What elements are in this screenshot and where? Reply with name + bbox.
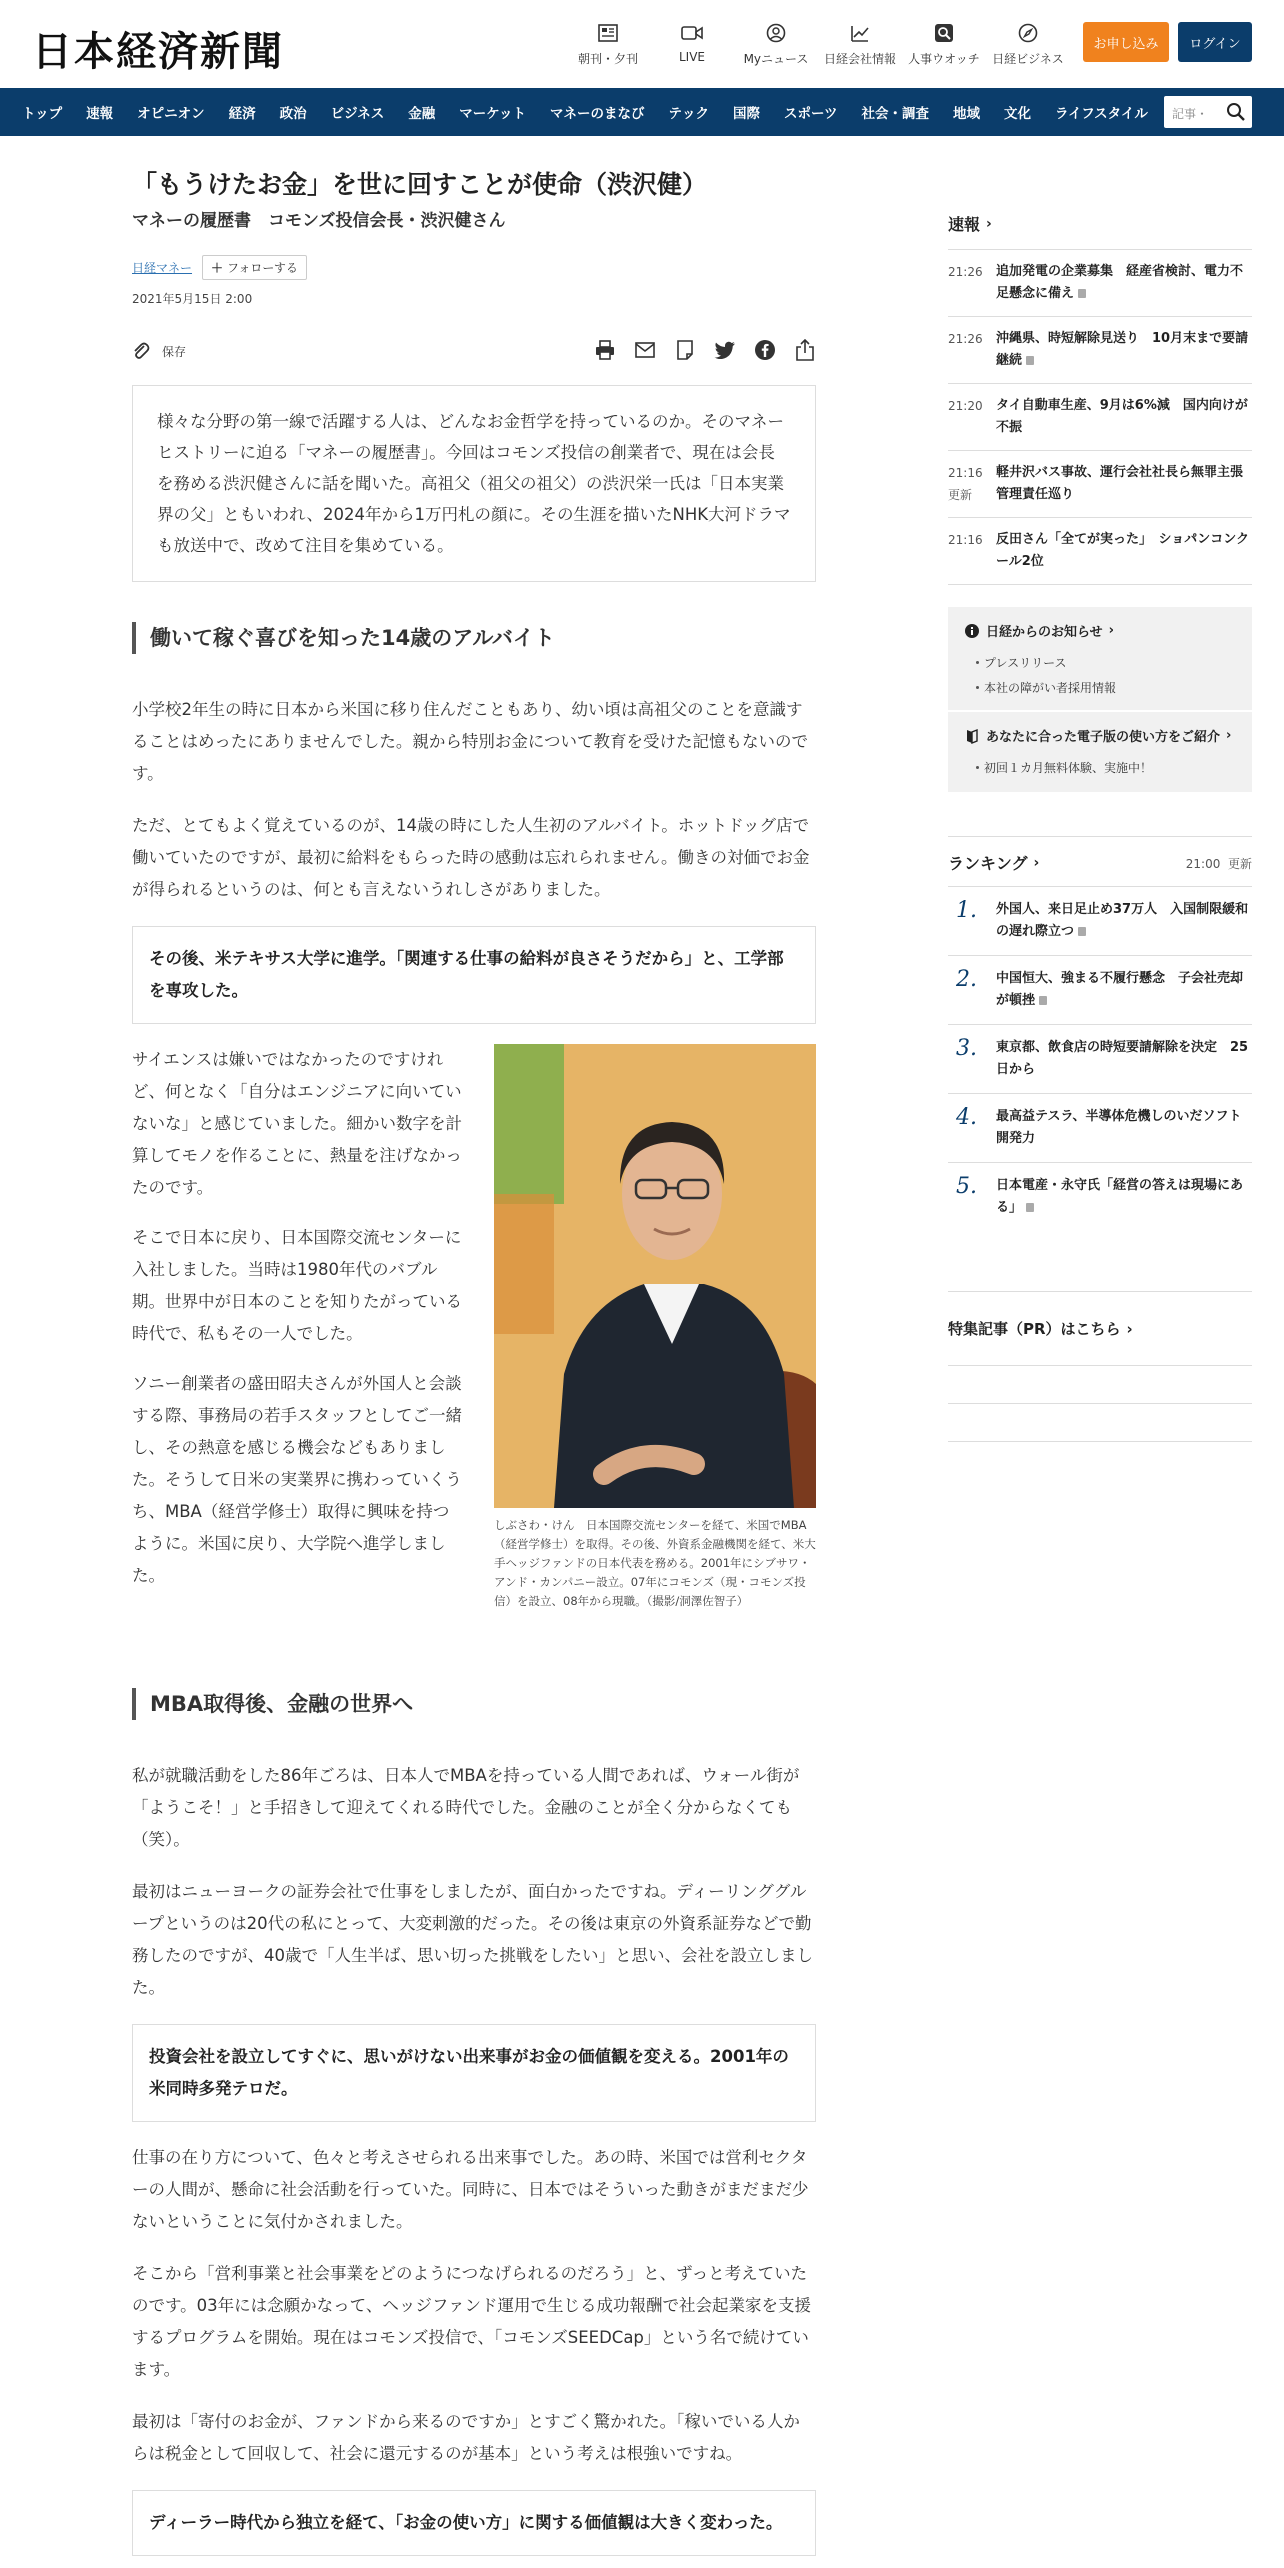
lock-icon xyxy=(1026,356,1034,365)
notice-header[interactable] xyxy=(948,607,1252,650)
util-my-news[interactable] xyxy=(731,22,821,67)
paragraph: サイエンスは嫌いではなかったのですけれど、何となく「自分はエンジニアに向いていないな」と感じていました。細かい数字を計算してモノを作ることに、熱量を注げなかったのです。 xyxy=(132,1050,462,1197)
list-item[interactable] xyxy=(948,451,1257,518)
nav-item-market[interactable]: マーケット xyxy=(459,106,527,122)
news-title: 反田さん「全てが実った」 ショパンコンクール2位 xyxy=(996,532,1249,569)
compass-icon xyxy=(1017,22,1039,44)
user-icon xyxy=(765,22,787,44)
facebook-icon[interactable] xyxy=(754,339,776,361)
rank-title: 中国恒大、強まる不履行懸念 子会社売却が頓挫 xyxy=(996,971,1244,1008)
portrait-photo[interactable] xyxy=(494,1044,816,1508)
series-link[interactable]: 日経マネー xyxy=(132,261,193,275)
chevron-right-icon: › xyxy=(1033,854,1040,871)
twitter-icon[interactable] xyxy=(714,339,736,361)
news-title: 追加発電の企業募集 経産省検討、電力不足懸念に備え xyxy=(996,264,1244,301)
paragraph: 私が就職活動をした86年ごろは、日本人でMBAを持っている人間であれば、ウォール街が「ようこそ！」と手招きして迎えてくれる時代でした。金融のことが全く分からなくても（笑）。 xyxy=(132,1766,800,1849)
util-label: 朝刊・夕刊 xyxy=(577,52,638,66)
nav-item-opinion[interactable]: オピニオン xyxy=(137,106,205,122)
paragraph: そこから「営利事業と社会事業をどのようにつなげられるのだろう」と、ずっと考えていたのです。03年には念願かなって、ヘッジファンド運用で生じる成功報酬で社会起業家を支援するプログラムを開始。現在はコモンズ投信で、「コモンズSEEDCap」という名で続けています。 xyxy=(132,2264,812,2379)
util-nikkei-business[interactable] xyxy=(983,22,1073,67)
ebook-link[interactable]: 初回１カ月無料体験、実施中！ xyxy=(948,755,1252,780)
note-icon[interactable] xyxy=(674,339,696,361)
rank-title: 外国人、来日足止め37万人 入国制限緩和の遅れ際立つ xyxy=(996,902,1249,939)
pr-title: 特集記事（PR）はこちら xyxy=(948,1320,1121,1338)
rank-number: 1. xyxy=(956,898,977,923)
section-heading: MBA取得後、金融の世界へ xyxy=(132,1688,816,1720)
list-item[interactable] xyxy=(948,956,1252,1025)
search-placeholder: 記事・ xyxy=(1172,107,1209,121)
chevron-right-icon: › xyxy=(986,215,992,232)
news-title: 沖縄県、時短解除見送り 10月末まで要請継続 xyxy=(996,331,1249,368)
nav-item-economy[interactable]: 経済 xyxy=(228,106,256,122)
search-input[interactable] xyxy=(1164,96,1252,128)
breaking-list xyxy=(948,249,1257,585)
list-item[interactable] xyxy=(948,1094,1252,1163)
lock-icon xyxy=(1026,1203,1034,1212)
notice-title: 日経からのお知らせ xyxy=(986,625,1103,640)
figure-block xyxy=(132,1044,816,1644)
list-item[interactable] xyxy=(948,384,1252,451)
pull-quote: 投資会社を設立してすぐに、思いがけない出来事がお金の価値観を変える。2001年の米同時多発テロだ。 xyxy=(132,2024,816,2122)
list-item[interactable] xyxy=(948,887,1252,956)
list-item[interactable] xyxy=(948,518,1252,585)
ranking-section xyxy=(948,836,1252,1231)
article-title: 「もうけたお金」を世に回すことが使命（渋沢健） xyxy=(132,170,708,199)
article-meta xyxy=(132,255,816,280)
ranking-list xyxy=(948,886,1252,1231)
chart-icon xyxy=(849,22,871,44)
nav-item-finance[interactable]: 金融 xyxy=(408,106,436,122)
nav-item-business[interactable]: ビジネス xyxy=(330,106,385,122)
chevron-right-icon: › xyxy=(1126,1319,1133,1338)
rank-number: 2. xyxy=(956,967,977,992)
paragraph: 小学校2年生の時に日本から米国に移り住んだこともあり、幼い頃は高祖父のことを意識することはめったにありませんでした。親から特別お金について教育を受けた記憶もないのです。 xyxy=(132,700,809,783)
lock-icon xyxy=(1078,289,1086,298)
ranking-title: ランキング xyxy=(948,854,1028,873)
figure-text xyxy=(132,1044,462,1610)
notice-link[interactable]: 本社の障がい者採用情報 xyxy=(948,675,1252,700)
list-item[interactable] xyxy=(948,250,1252,317)
util-label: 日経ビジネス xyxy=(992,52,1064,66)
publish-date: 2021年5月15日 2:00 xyxy=(132,292,253,306)
news-time: 21:16 更新 xyxy=(948,466,983,502)
nav-item-society[interactable]: 社会・調査 xyxy=(861,106,930,122)
lead-box: 様々な分野の第一線で活躍する人は、どんなお金哲学を持っているのか。そのマネーヒストリーに迫る「マネーの履歴書」。今回はコモンズ投信の創業者で、現在は会長を務める渋沢健さんに話を聞いた。高祖父（祖父の祖父）の渋沢栄一氏は「日本実業界の父」ともいわれ、2024年から1万円札の顔に。その生涯を描いたNHK大河ドラマも放送中で、改めて注目を集めている。 xyxy=(132,385,816,582)
news-title: 軽井沢バス事故、運行会社社長ら無罪主張 管理責任巡り xyxy=(996,465,1257,502)
paragraph: ただ、とてもよく覚えているのが、14歳の時にした人生初のアルバイト。ホットドッグ店で働いていたのですが、最初に給料をもらった時の感動は忘れられません。働きの対価でお金が得られるというのは、何とも言えないうれしさがありました。 xyxy=(132,816,810,899)
info-icon xyxy=(964,623,980,639)
ranking-timestamp: 21:00 更新 xyxy=(1185,857,1252,871)
pull-quote: その後、米テキサス大学に進学。「関連する仕事の給料が良さそうだから」と、工学部を専攻した。 xyxy=(132,926,816,1024)
ebook-title: あなたに合った電子版の使い方をご紹介 xyxy=(986,730,1221,745)
rank-number: 5. xyxy=(956,1174,977,1199)
breaking-header[interactable] xyxy=(948,212,1252,235)
video-icon xyxy=(681,22,703,44)
notice-box xyxy=(948,607,1252,792)
nav-item-top[interactable]: トップ xyxy=(22,106,63,122)
news-time: 21:16 xyxy=(948,533,983,547)
util-morning-evening[interactable] xyxy=(563,22,653,67)
lock-icon xyxy=(1078,927,1086,936)
save-button[interactable] xyxy=(132,341,186,361)
paragraph: 最初は「寄付のお金が、ファンドから来るのですか」とすごく驚かれた。「稼いでいる人からは税金として回収して、社会に還元するのが基本」という考えは根強いですね。 xyxy=(132,2412,800,2463)
newspaper-icon xyxy=(597,22,619,44)
rank-title: 最高益テスラ、半導体危機しのいだソフト開発力 xyxy=(996,1109,1242,1146)
paragraph: そこで日本に戻り、日本国際交流センターに入社しました。当時は1980年代のバブル期。世界中が日本のことを知りたがっている時代で、私もその一人でした。 xyxy=(132,1228,462,1343)
nav-item-money-learning[interactable]: マネーのまなび xyxy=(550,106,645,122)
util-personnel-watch[interactable] xyxy=(899,22,989,67)
book-icon xyxy=(964,728,980,744)
share-icon[interactable] xyxy=(794,339,816,361)
follow-label: フォローする xyxy=(227,261,298,275)
nav-item-international[interactable]: 国際 xyxy=(733,106,761,122)
lock-icon xyxy=(1039,996,1047,1005)
pr-header[interactable] xyxy=(948,1318,1252,1339)
print-icon[interactable] xyxy=(594,339,616,361)
paragraph: ソニー創業者の盛田昭夫さんが外国人と会談する際、事務局の若手スタッフとしてご一緒し、その熱意を感じる機会などもありました。そうして日米の実業界に携わっていくうち、MBA（経営学修士）取得に興味を持つように。米国に戻り、大学院へ進学しました。 xyxy=(132,1374,462,1585)
ebook-header[interactable] xyxy=(948,712,1252,755)
util-live[interactable] xyxy=(647,22,737,64)
search-person-icon xyxy=(933,22,955,44)
nav-items xyxy=(22,88,1172,136)
util-label: 日経会社情報 xyxy=(823,52,896,66)
pr-section xyxy=(948,1291,1252,1442)
nav-item-politics[interactable]: 政治 xyxy=(279,106,307,122)
nikkei-logo[interactable]: 日本経済新聞 xyxy=(32,28,284,75)
nav-item-culture[interactable]: 文化 xyxy=(1004,106,1032,122)
nav-item-region[interactable]: 地域 xyxy=(953,106,981,122)
list-item[interactable] xyxy=(948,1025,1252,1094)
divider xyxy=(948,1441,1252,1442)
list-item[interactable] xyxy=(948,317,1252,384)
rank-title: 日本電産・永守氏「経営の答えは現場にある」 xyxy=(996,1178,1244,1215)
login-button[interactable]: ログイン xyxy=(1178,22,1252,62)
article-toolbar xyxy=(132,333,816,373)
section-heading: 働いて稼ぐ喜びを知った14歳のアルバイト xyxy=(132,622,816,654)
pr-slot xyxy=(948,1365,1252,1403)
share-icons xyxy=(576,339,816,361)
paperclip-icon xyxy=(132,341,150,361)
paragraph: 仕事の在り方について、色々と考えさせられる出来事でした。あの時、米国では営利セクターの人間が、懸命に社会活動を行っていた。同時に、日本ではそういった動きがまだまだ少ないということに気付かされました。 xyxy=(132,2148,809,2231)
nav-item-breaking[interactable]: 速報 xyxy=(86,106,114,122)
util-label: Myニュース xyxy=(743,52,809,66)
rank-title: 東京都、飲食店の時短要請解除を決定 25日から xyxy=(996,1040,1249,1077)
util-label: LIVE xyxy=(678,50,705,64)
news-title: タイ自動車生産、9月は6%減 国内向けが不振 xyxy=(996,398,1248,435)
plus-icon: ＋ xyxy=(211,261,224,275)
nav-item-tech[interactable]: テック xyxy=(668,106,710,122)
nav-item-sports[interactable]: スポーツ xyxy=(784,106,838,122)
article-subtitle: マネーの履歴書 コモンズ投信会長・渋沢健さん xyxy=(132,211,506,231)
nav-item-lifestyle[interactable]: ライフスタイル xyxy=(1055,106,1148,122)
main-nav xyxy=(0,88,1284,136)
news-time: 21:20 xyxy=(948,399,983,413)
util-label: 人事ウオッチ xyxy=(908,52,980,66)
news-time: 21:26 xyxy=(948,265,983,279)
rank-number: 3. xyxy=(956,1036,977,1061)
paragraph: 最初はニューヨークの証券会社で仕事をしましたが、面白かったですね。ディーリンググループというのは20代の私にとって、大変刺激的だった。その後は東京の外資系証券などで勤務したのですが、40歳で「人生半ば、思い切った挑戦をしたい」と思い、会社を設立しました。 xyxy=(132,1882,813,1997)
pr-slot xyxy=(948,1403,1252,1441)
article xyxy=(132,168,816,2556)
breaking-title: 速報 xyxy=(948,215,981,234)
util-company-info[interactable] xyxy=(815,22,905,67)
photo-caption: しぶさわ・けん 日本国際交流センターを経て、米国でMBA（経営学修士）を取得。その後、外資系金融機関を経て、米大手ヘッジファンドの日本代表を務める。2001年にシブサワ・アンド・カンパニー設立。07年にコモンズ（現・コモンズ投信）を設立、08年から現職。（撮影/洞澤佐智子） xyxy=(494,1518,816,1608)
top-header xyxy=(0,0,1284,88)
pull-quote: ディーラー時代から独立を経て、「お金の使い方」に関する価値観は大きく変わった。 xyxy=(132,2490,816,2556)
save-label: 保存 xyxy=(162,344,187,359)
rank-number: 4. xyxy=(956,1105,977,1130)
sidebar xyxy=(948,212,1257,1442)
news-time: 21:26 xyxy=(948,332,983,346)
chevron-right-icon: › xyxy=(1226,728,1232,743)
notice-link[interactable]: プレスリリース xyxy=(948,650,1252,675)
subscribe-button[interactable]: お申し込み xyxy=(1083,22,1169,62)
follow-button[interactable] xyxy=(202,255,307,280)
chevron-right-icon: › xyxy=(1108,623,1114,638)
mail-icon[interactable] xyxy=(634,339,656,361)
list-item[interactable] xyxy=(948,1163,1252,1231)
search-icon[interactable] xyxy=(1226,102,1246,126)
